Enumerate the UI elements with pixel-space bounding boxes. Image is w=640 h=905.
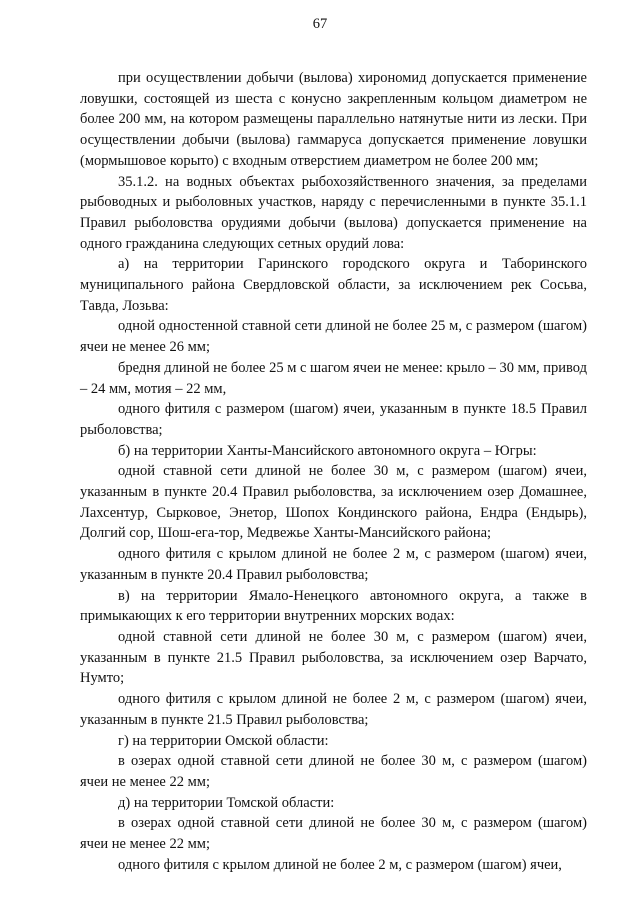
paragraph: одного фитиля с крылом длиной не более 2 м, с размером (шагом) ячеи, указанным в пункте 21.5 Правил рыболовства; — [80, 691, 587, 728]
paragraph: а) на территории Гаринского городского округа и Таборинского муниципального района Свердловской области, за исключением рек Сосьва, Тавда, Лозьва: — [80, 256, 587, 314]
body-text — [80, 68, 587, 875]
paragraph: одной одностенной ставной сети длиной не более 25 м, с размером (шагом) ячеи не менее 26 мм; — [80, 318, 587, 356]
page-number: 67 — [312, 16, 328, 32]
paragraph: одного фитиля с крылом длиной не более 2 м, с размером (шагом) ячеи, указанным в пункте 20.4 Правил рыболовства; — [80, 546, 587, 583]
paragraph: одной ставной сети длиной не более 30 м, с размером (шагом) ячеи, указанным в пункте 21.5 Правил рыболовства, за исключением озер Варчато, Нумто; — [80, 628, 587, 687]
paragraph: в озерах одной ставной сети длиной не более 30 м, с размером (шагом) ячеи не менее 22 мм; — [80, 753, 587, 790]
paragraph: д) на территории Томской области: — [118, 794, 335, 811]
paragraph: одного фитиля с крылом длиной не более 2 м, с размером (шагом) ячеи, — [118, 856, 562, 873]
paragraph: бредня длиной не более 25 м с шагом ячеи не менее: крыло – 30 мм, привод – 24 мм, мотия – 22 мм, — [80, 359, 587, 397]
paragraph: в озерах одной ставной сети длиной не более 30 м, с размером (шагом) ячеи не менее 22 мм; — [80, 815, 587, 853]
paragraph: при осуществлении добычи (вылова) хирономид допускается применение ловушки, состоящей из шеста с конусно закрепленным кольцом диаметром не более 200 мм, на котором размещены параллельно натянутые нити из лески. При осуществлении добычи (вылова) гаммаруса допускается применение ловушки (мормышовое корыто) с входным отверстием диаметром не более 200 мм; — [80, 70, 587, 169]
paragraph: одного фитиля с размером (шагом) ячеи, указанным в пункте 18.5 Правил рыболовства; — [80, 401, 587, 438]
paragraph: одной ставной сети длиной не более 30 м, с размером (шагом) ячеи, указанным в пункте 20.4 Правил рыболовства, за исключением озер Домашнее, Лахсентур, Сырковое, Энетор, Шопох Кондинского района, Ендра (Ендырь), Долгий сор, Шош-ега-тор, Медвежье Ханты-Мансийского района; — [80, 463, 587, 542]
paragraph: г) на территории Омской области: — [118, 732, 329, 749]
paragraph: в) на территории Ямало-Ненецкого автономного округа, а также в примыкающих к его территории внутренних морских водах: — [80, 587, 587, 625]
paragraph: 35.1.2. на водных объектах рыбохозяйственного значения, за пределами рыбоводных и рыболовных участков, наряду с перечисленными в пункте 35.1.1 Правил рыболовства орудиями добычи (вылова) допускается применение на одного гражданина следующих сетных орудий лова: — [80, 173, 587, 252]
paragraph: б) на территории Ханты-Мансийского автономного округа – Югры: — [118, 442, 537, 459]
